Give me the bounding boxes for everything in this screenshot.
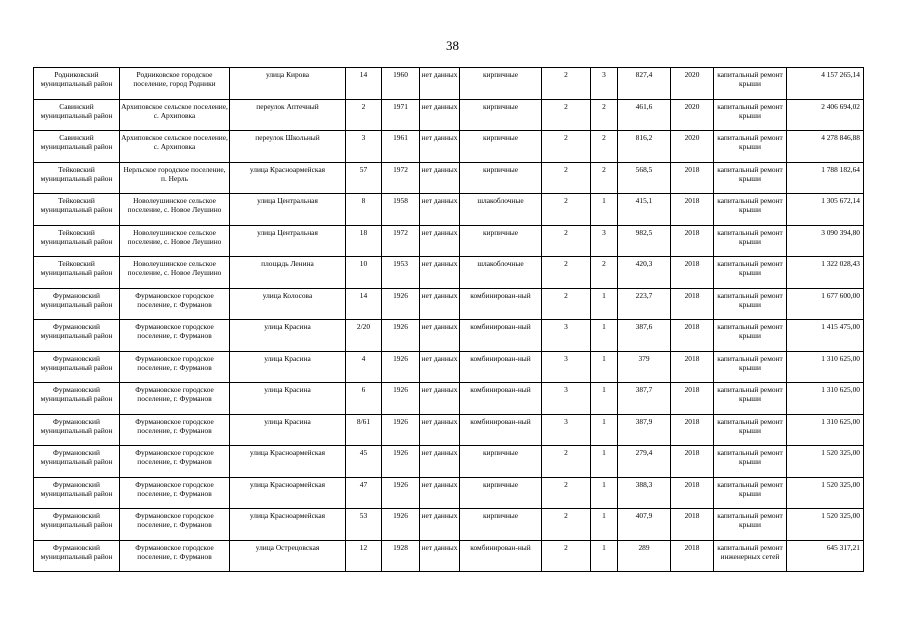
page-number: 38 <box>446 38 459 53</box>
wear-data-cell: нет данных <box>420 162 460 194</box>
build-year-cell: 1972 <box>382 162 420 194</box>
settlement-cell: Новолеушинское сельское поселение, с. Новое Леушино <box>120 257 230 289</box>
table-row <box>34 320 864 352</box>
plan-year-cell: 2018 <box>671 477 714 509</box>
wear-data-cell: нет данных <box>420 446 460 478</box>
area-cell: 387,7 <box>618 383 671 415</box>
build-year-cell: 1928 <box>382 540 420 572</box>
wear-data-cell: нет данных <box>420 540 460 572</box>
settlement-cell: Фурмановское городское поселение, г. Фурманов <box>120 320 230 352</box>
municipal-district-cell: Фурмановский муниципальный район <box>34 288 120 320</box>
work-type-cell: капитальный ремонт крыши <box>714 162 787 194</box>
table-row <box>34 383 864 415</box>
entrances-cell: 1 <box>591 351 618 383</box>
street-cell: улица Красина <box>230 383 346 415</box>
municipal-district-cell: Савинский муниципальный район <box>34 99 120 131</box>
build-year-cell: 1960 <box>382 68 420 100</box>
entrances-cell: 2 <box>591 162 618 194</box>
area-cell: 407,9 <box>618 509 671 541</box>
floors-cell: 2 <box>542 257 591 289</box>
build-year-cell: 1958 <box>382 194 420 226</box>
plan-year-cell: 2018 <box>671 225 714 257</box>
entrances-cell: 1 <box>591 194 618 226</box>
cost-cell: 1 305 672,14 <box>787 194 864 226</box>
area-cell: 827,4 <box>618 68 671 100</box>
street-cell: улица Красноармейская <box>230 162 346 194</box>
street-cell: улица Красноармейская <box>230 509 346 541</box>
settlement-cell: Фурмановское городское поселение, г. Фурманов <box>120 351 230 383</box>
table-row <box>34 225 864 257</box>
settlement-cell: Фурмановское городское поселение, г. Фурманов <box>120 509 230 541</box>
entrances-cell: 2 <box>591 99 618 131</box>
table-row <box>34 68 864 100</box>
floors-cell: 3 <box>542 351 591 383</box>
house-number-cell: 3 <box>346 131 382 163</box>
build-year-cell: 1961 <box>382 131 420 163</box>
cost-cell: 4 157 265,14 <box>787 68 864 100</box>
house-number-cell: 6 <box>346 383 382 415</box>
area-cell: 982,5 <box>618 225 671 257</box>
work-type-cell: капитальный ремонт инженерных сетей <box>714 540 787 572</box>
street-cell: улица Острецовская <box>230 540 346 572</box>
area-cell: 388,3 <box>618 477 671 509</box>
area-cell: 379 <box>618 351 671 383</box>
plan-year-cell: 2018 <box>671 446 714 478</box>
cost-cell: 1 310 625,00 <box>787 351 864 383</box>
table-row <box>34 477 864 509</box>
wall-material-cell: кирпичные <box>460 509 542 541</box>
work-type-cell: капитальный ремонт крыши <box>714 477 787 509</box>
floors-cell: 2 <box>542 288 591 320</box>
table-row <box>34 509 864 541</box>
plan-year-cell: 2020 <box>671 131 714 163</box>
wear-data-cell: нет данных <box>420 477 460 509</box>
table-row <box>34 162 864 194</box>
area-cell: 289 <box>618 540 671 572</box>
wall-material-cell: кирпичные <box>460 225 542 257</box>
floors-cell: 2 <box>542 477 591 509</box>
floors-cell: 2 <box>542 131 591 163</box>
cost-cell: 1 788 182,64 <box>787 162 864 194</box>
entrances-cell: 1 <box>591 383 618 415</box>
municipal-district-cell: Тейковский муниципальный район <box>34 225 120 257</box>
wall-material-cell: комбинирован-ный <box>460 351 542 383</box>
build-year-cell: 1926 <box>382 477 420 509</box>
area-cell: 415,1 <box>618 194 671 226</box>
wall-material-cell: кирпичные <box>460 99 542 131</box>
cost-cell: 1 520 325,00 <box>787 509 864 541</box>
build-year-cell: 1953 <box>382 257 420 289</box>
settlement-cell: Фурмановское городское поселение, г. Фурманов <box>120 540 230 572</box>
street-cell: улица Центральная <box>230 225 346 257</box>
area-cell: 461,6 <box>618 99 671 131</box>
wear-data-cell: нет данных <box>420 320 460 352</box>
area-cell: 387,6 <box>618 320 671 352</box>
house-number-cell: 12 <box>346 540 382 572</box>
wall-material-cell: комбинирован-ный <box>460 414 542 446</box>
plan-year-cell: 2018 <box>671 540 714 572</box>
entrances-cell: 3 <box>591 225 618 257</box>
entrances-cell: 1 <box>591 509 618 541</box>
entrances-cell: 1 <box>591 288 618 320</box>
cost-cell: 645 317,21 <box>787 540 864 572</box>
table-row <box>34 131 864 163</box>
build-year-cell: 1971 <box>382 99 420 131</box>
table-row <box>34 194 864 226</box>
plan-year-cell: 2018 <box>671 162 714 194</box>
cost-cell: 1 520 325,00 <box>787 446 864 478</box>
plan-year-cell: 2020 <box>671 68 714 100</box>
house-number-cell: 53 <box>346 509 382 541</box>
wall-material-cell: шлакоблочные <box>460 194 542 226</box>
floors-cell: 2 <box>542 446 591 478</box>
work-type-cell: капитальный ремонт крыши <box>714 351 787 383</box>
plan-year-cell: 2018 <box>671 257 714 289</box>
table-row <box>34 446 864 478</box>
area-cell: 420,3 <box>618 257 671 289</box>
settlement-cell: Фурмановское городское поселение, г. Фурманов <box>120 288 230 320</box>
wall-material-cell: комбинирован-ный <box>460 383 542 415</box>
municipal-district-cell: Тейковский муниципальный район <box>34 194 120 226</box>
wall-material-cell: комбинирован-ный <box>460 288 542 320</box>
table-row <box>34 99 864 131</box>
floors-cell: 2 <box>542 509 591 541</box>
area-cell: 816,2 <box>618 131 671 163</box>
wear-data-cell: нет данных <box>420 99 460 131</box>
municipal-district-cell: Фурмановский муниципальный район <box>34 509 120 541</box>
floors-cell: 2 <box>542 540 591 572</box>
table-row <box>34 540 864 572</box>
cost-cell: 1 677 600,00 <box>787 288 864 320</box>
street-cell: площадь Ленина <box>230 257 346 289</box>
wear-data-cell: нет данных <box>420 288 460 320</box>
wall-material-cell: комбинирован-ный <box>460 540 542 572</box>
plan-year-cell: 2020 <box>671 99 714 131</box>
municipal-district-cell: Фурмановский муниципальный район <box>34 477 120 509</box>
cost-cell: 3 090 394,80 <box>787 225 864 257</box>
municipal-district-cell: Фурмановский муниципальный район <box>34 414 120 446</box>
work-type-cell: капитальный ремонт крыши <box>714 383 787 415</box>
house-number-cell: 57 <box>346 162 382 194</box>
work-type-cell: капитальный ремонт крыши <box>714 68 787 100</box>
work-type-cell: капитальный ремонт крыши <box>714 225 787 257</box>
area-cell: 387,9 <box>618 414 671 446</box>
settlement-cell: Архиповское сельское поселение, с. Архиповка <box>120 131 230 163</box>
wall-material-cell: комбинирован-ный <box>460 320 542 352</box>
municipal-district-cell: Родниковский муниципальный район <box>34 68 120 100</box>
plan-year-cell: 2018 <box>671 288 714 320</box>
entrances-cell: 1 <box>591 540 618 572</box>
work-type-cell: капитальный ремонт крыши <box>714 194 787 226</box>
wear-data-cell: нет данных <box>420 131 460 163</box>
entrances-cell: 1 <box>591 414 618 446</box>
wall-material-cell: кирпичные <box>460 477 542 509</box>
cost-cell: 1 415 475,00 <box>787 320 864 352</box>
street-cell: улица Красноармейская <box>230 477 346 509</box>
build-year-cell: 1926 <box>382 414 420 446</box>
wall-material-cell: кирпичные <box>460 162 542 194</box>
floors-cell: 2 <box>542 68 591 100</box>
street-cell: улица Красина <box>230 351 346 383</box>
floors-cell: 2 <box>542 99 591 131</box>
build-year-cell: 1972 <box>382 225 420 257</box>
municipal-district-cell: Фурмановский муниципальный район <box>34 351 120 383</box>
registry-table <box>33 67 864 572</box>
area-cell: 568,5 <box>618 162 671 194</box>
house-number-cell: 8 <box>346 194 382 226</box>
settlement-cell: Новолеушинское сельское поселение, с. Новое Леушино <box>120 194 230 226</box>
municipal-district-cell: Тейковский муниципальный район <box>34 257 120 289</box>
settlement-cell: Архиповское сельское поселение, с. Архиповка <box>120 99 230 131</box>
build-year-cell: 1926 <box>382 351 420 383</box>
settlement-cell: Фурмановское городское поселение, г. Фурманов <box>120 446 230 478</box>
plan-year-cell: 2018 <box>671 509 714 541</box>
settlement-cell: Фурмановское городское поселение, г. Фурманов <box>120 477 230 509</box>
area-cell: 279,4 <box>618 446 671 478</box>
cost-cell: 1 310 625,00 <box>787 383 864 415</box>
floors-cell: 3 <box>542 414 591 446</box>
table-row <box>34 351 864 383</box>
wear-data-cell: нет данных <box>420 414 460 446</box>
table-row <box>34 288 864 320</box>
floors-cell: 2 <box>542 162 591 194</box>
table-row <box>34 414 864 446</box>
work-type-cell: капитальный ремонт крыши <box>714 99 787 131</box>
house-number-cell: 45 <box>346 446 382 478</box>
wear-data-cell: нет данных <box>420 509 460 541</box>
cost-cell: 4 278 846,88 <box>787 131 864 163</box>
settlement-cell: Родниковское городское поселение, город Родники <box>120 68 230 100</box>
entrances-cell: 1 <box>591 477 618 509</box>
municipal-district-cell: Фурмановский муниципальный район <box>34 540 120 572</box>
plan-year-cell: 2018 <box>671 320 714 352</box>
build-year-cell: 1926 <box>382 383 420 415</box>
area-cell: 223,7 <box>618 288 671 320</box>
cost-cell: 1 310 625,00 <box>787 414 864 446</box>
wall-material-cell: кирпичные <box>460 131 542 163</box>
table-body <box>34 68 864 572</box>
cost-cell: 1 520 325,00 <box>787 477 864 509</box>
floors-cell: 3 <box>542 383 591 415</box>
entrances-cell: 2 <box>591 131 618 163</box>
wear-data-cell: нет данных <box>420 257 460 289</box>
street-cell: переулок Аптечный <box>230 99 346 131</box>
work-type-cell: капитальный ремонт крыши <box>714 257 787 289</box>
wall-material-cell: шлакоблочные <box>460 257 542 289</box>
build-year-cell: 1926 <box>382 288 420 320</box>
street-cell: улица Центральная <box>230 194 346 226</box>
build-year-cell: 1926 <box>382 446 420 478</box>
wear-data-cell: нет данных <box>420 194 460 226</box>
house-number-cell: 4 <box>346 351 382 383</box>
settlement-cell: Новолеушинское сельское поселение, с. Новое Леушино <box>120 225 230 257</box>
municipal-district-cell: Фурмановский муниципальный район <box>34 383 120 415</box>
house-number-cell: 47 <box>346 477 382 509</box>
work-type-cell: капитальный ремонт крыши <box>714 288 787 320</box>
plan-year-cell: 2018 <box>671 194 714 226</box>
settlement-cell: Фурмановское городское поселение, г. Фурманов <box>120 414 230 446</box>
build-year-cell: 1926 <box>382 320 420 352</box>
wear-data-cell: нет данных <box>420 68 460 100</box>
work-type-cell: капитальный ремонт крыши <box>714 320 787 352</box>
work-type-cell: капитальный ремонт крыши <box>714 131 787 163</box>
work-type-cell: капитальный ремонт крыши <box>714 414 787 446</box>
settlement-cell: Нерльское городское поселение, п. Нерль <box>120 162 230 194</box>
wall-material-cell: кирпичные <box>460 68 542 100</box>
cost-cell: 1 322 028,43 <box>787 257 864 289</box>
build-year-cell: 1926 <box>382 509 420 541</box>
work-type-cell: капитальный ремонт крыши <box>714 446 787 478</box>
entrances-cell: 1 <box>591 446 618 478</box>
house-number-cell: 10 <box>346 257 382 289</box>
house-number-cell: 2/20 <box>346 320 382 352</box>
table-row <box>34 257 864 289</box>
street-cell: улица Кирова <box>230 68 346 100</box>
house-number-cell: 14 <box>346 288 382 320</box>
municipal-district-cell: Фурмановский муниципальный район <box>34 446 120 478</box>
wear-data-cell: нет данных <box>420 225 460 257</box>
municipal-district-cell: Тейковский муниципальный район <box>34 162 120 194</box>
settlement-cell: Фурмановское городское поселение, г. Фурманов <box>120 383 230 415</box>
wear-data-cell: нет данных <box>420 351 460 383</box>
municipal-district-cell: Савинский муниципальный район <box>34 131 120 163</box>
house-number-cell: 14 <box>346 68 382 100</box>
plan-year-cell: 2018 <box>671 414 714 446</box>
street-cell: улица Красина <box>230 320 346 352</box>
house-number-cell: 8/61 <box>346 414 382 446</box>
street-cell: улица Колосова <box>230 288 346 320</box>
street-cell: переулок Школьный <box>230 131 346 163</box>
street-cell: улица Красина <box>230 414 346 446</box>
floors-cell: 3 <box>542 320 591 352</box>
entrances-cell: 2 <box>591 257 618 289</box>
municipal-district-cell: Фурмановский муниципальный район <box>34 320 120 352</box>
house-number-cell: 18 <box>346 225 382 257</box>
floors-cell: 2 <box>542 225 591 257</box>
street-cell: улица Красноармейская <box>230 446 346 478</box>
floors-cell: 2 <box>542 194 591 226</box>
plan-year-cell: 2018 <box>671 383 714 415</box>
work-type-cell: капитальный ремонт крыши <box>714 509 787 541</box>
wear-data-cell: нет данных <box>420 383 460 415</box>
entrances-cell: 1 <box>591 320 618 352</box>
cost-cell: 2 406 694,02 <box>787 99 864 131</box>
house-number-cell: 2 <box>346 99 382 131</box>
entrances-cell: 3 <box>591 68 618 100</box>
wall-material-cell: кирпичные <box>460 446 542 478</box>
plan-year-cell: 2018 <box>671 351 714 383</box>
